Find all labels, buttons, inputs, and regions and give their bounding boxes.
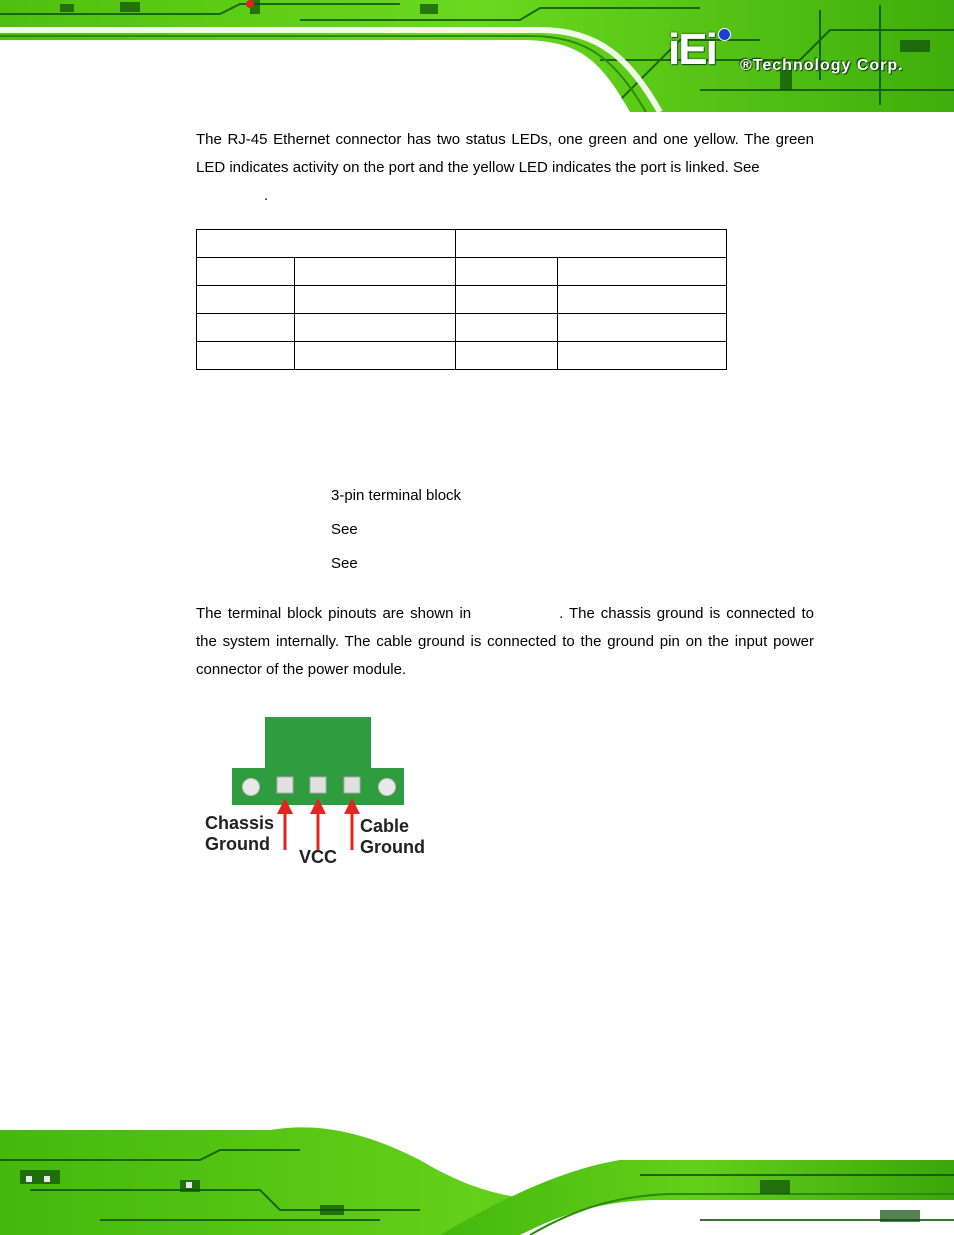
mount-hole-right	[379, 779, 396, 796]
para1-end: .	[264, 187, 269, 204]
spec-connector-type: 3-pin terminal block	[331, 487, 462, 504]
table-cell	[197, 342, 295, 370]
label-vcc: VCC	[299, 847, 338, 867]
connector-plug	[265, 717, 371, 769]
iei-logo	[668, 26, 928, 86]
footer-banner	[0, 1120, 954, 1235]
pin-arrows	[277, 798, 360, 850]
pin-chassis-ground	[277, 777, 293, 793]
label-cable-ground: Ground	[360, 837, 425, 857]
spec-location: See	[331, 521, 358, 538]
table-row	[197, 314, 727, 342]
para2-text: The terminal block pinouts are shown in	[196, 605, 472, 622]
table-cell	[197, 258, 295, 286]
table-cell	[558, 258, 727, 286]
table-row	[197, 230, 727, 258]
pcb-footer-graphic	[0, 1120, 954, 1235]
table-cell	[197, 286, 295, 314]
table-cell	[558, 314, 727, 342]
led-table	[196, 229, 727, 370]
table-cell	[456, 342, 558, 370]
label-chassis: Chassis	[205, 813, 275, 833]
table-cell	[295, 342, 456, 370]
logo-dot-icon	[718, 28, 731, 41]
para1-text: The RJ-45 Ethernet connector has two status LEDs, one green and one yellow. The green LED indicates activity on the port and the yellow LED indicates the port is linked. See	[196, 131, 814, 176]
paragraph-terminal-block	[196, 600, 814, 684]
paragraph-ethernet-leds	[196, 126, 814, 210]
logo-mark: iEi	[668, 25, 716, 74]
pin-cable-ground	[344, 777, 360, 793]
label-cable: Cable	[360, 816, 410, 836]
table-cell	[295, 314, 456, 342]
table-row	[197, 258, 727, 286]
logo-text: ®Technology Corp.	[740, 57, 904, 74]
table-cell	[197, 314, 295, 342]
table-cell	[558, 286, 727, 314]
table-cell	[295, 258, 456, 286]
table-cell	[456, 286, 558, 314]
table-cell	[456, 258, 558, 286]
table-cell	[456, 314, 558, 342]
spec-pinouts: See	[331, 555, 358, 572]
table-row	[197, 342, 727, 370]
table-cell	[456, 230, 727, 258]
pin-vcc	[310, 777, 326, 793]
table-row	[197, 286, 727, 314]
table-cell	[295, 286, 456, 314]
table-cell	[197, 230, 456, 258]
mount-hole-left	[243, 779, 260, 796]
terminal-block-figure	[200, 710, 440, 880]
header-banner	[0, 0, 954, 112]
label-chassis-ground: Ground	[205, 834, 270, 854]
para2-rest: . The chassis ground is connected to the system internally. The cable ground is connected to the ground pin on the input power connector of the power module.	[196, 605, 814, 678]
table-cell	[558, 342, 727, 370]
